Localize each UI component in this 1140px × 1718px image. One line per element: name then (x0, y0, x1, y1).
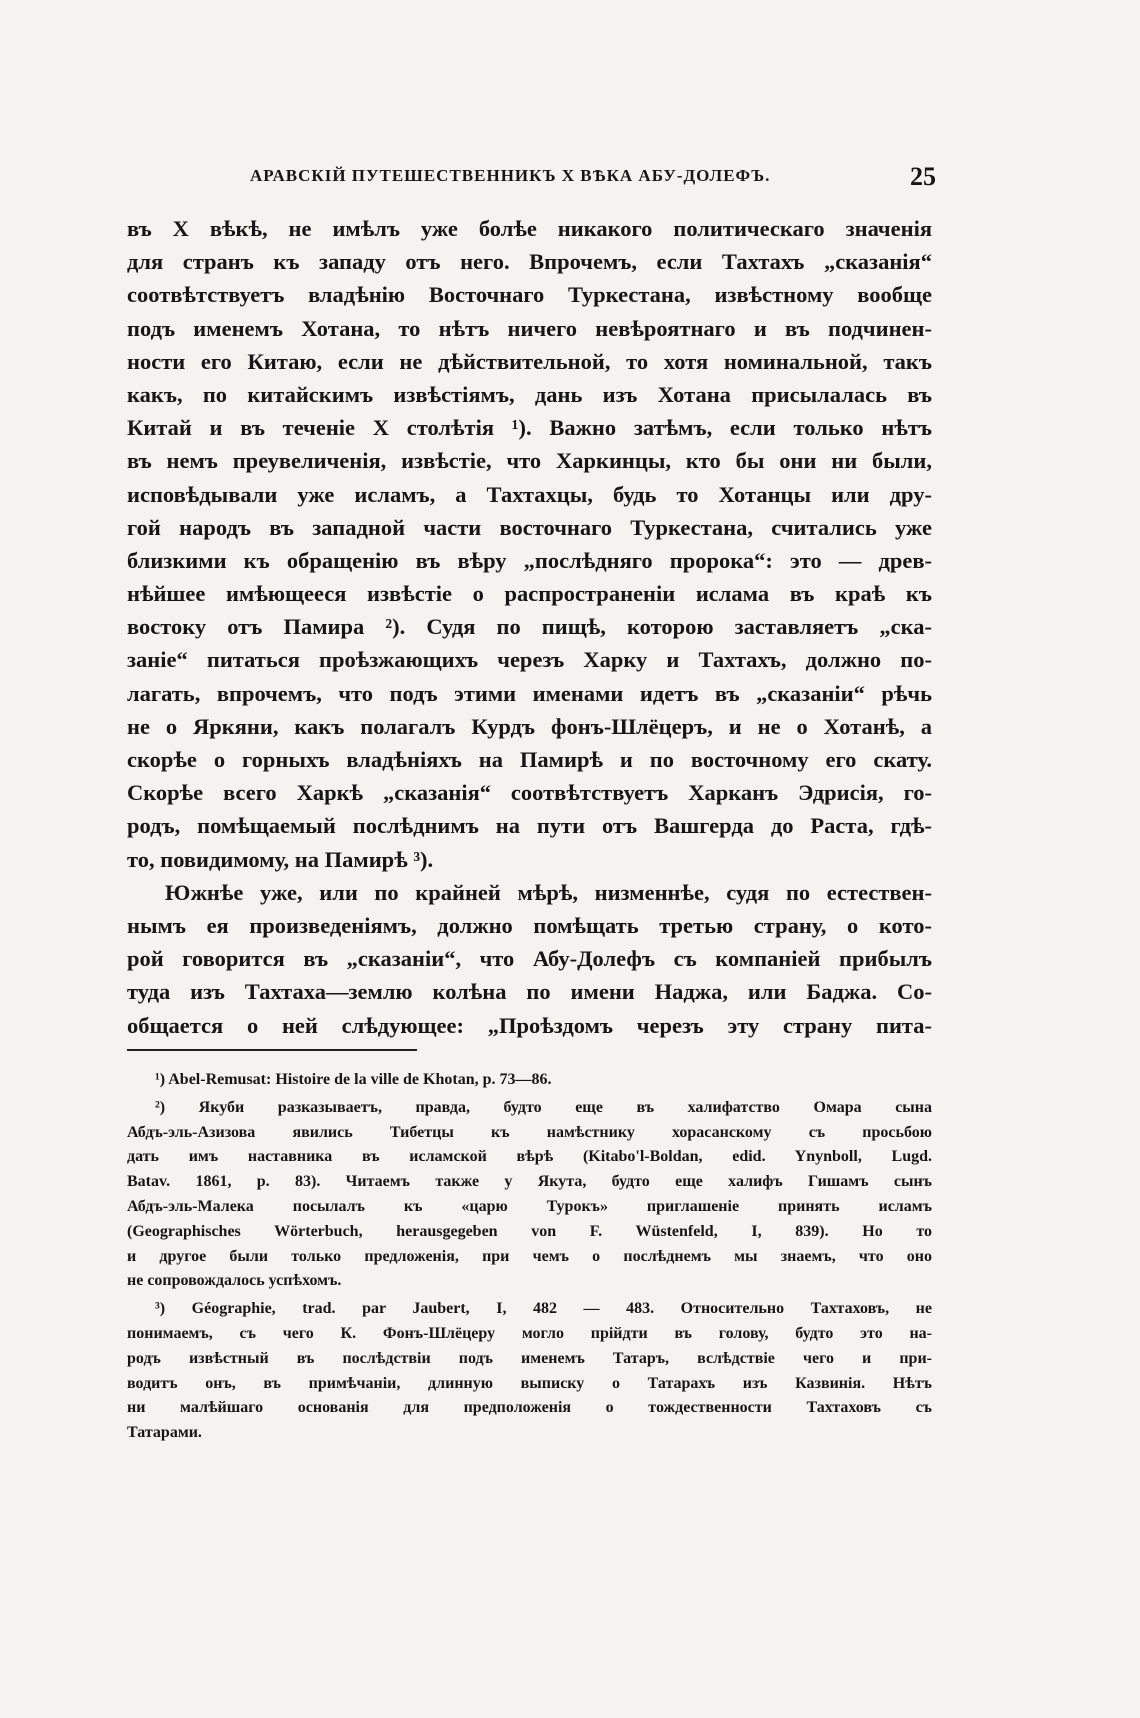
text-line: то, повидимому, на Памирѣ ³). (127, 846, 434, 872)
page-number: 25 (910, 162, 936, 191)
footnote-line: не сопровождалось успѣхомъ. (127, 1272, 342, 1290)
text-line: гой народъ въ западной части восточнаго Туркестана, считались уже (127, 514, 932, 540)
footnote-line: Абдъ-эль-Малека посылалъ къ «царю Турокъ» приглашеніе принять исламъ (127, 1197, 932, 1215)
text-line: общается о ней слѣдующее: „Проѣздомъ черезъ эту страну пита- (127, 1012, 932, 1038)
text-line: ности его Китаю, если не дѣйствительной, то хотя номинальной, такъ (127, 348, 932, 374)
footnote-line: ¹) Abel-Remusat: Histoire de la ville de Khotan, p. 73—86. (155, 1071, 552, 1088)
footnote-line: ³) Géographie, trad. par Jaubert, I, 482 — 483. Относительно Тахтаховъ, не (155, 1300, 932, 1318)
text-line: лагать, впрочемъ, что подъ этими именами идетъ въ „сказаніи“ рѣчь (127, 680, 932, 706)
main-text (127, 212, 932, 1042)
footnote-divider (127, 1049, 417, 1051)
footnote-line: (Geographisches Wörterbuch, herausgegeben von F. Wüstenfeld, I, 839). Но то (127, 1222, 932, 1240)
text-line: востоку отъ Памира ²). Судя по пищѣ, которою заставляетъ „ска- (127, 614, 932, 640)
paragraph-2 (127, 876, 932, 1042)
text-line: для странъ къ западу отъ него. Впрочемъ, если Тахтахъ „сказанія“ (127, 249, 932, 275)
text-line: Скорѣе всего Харкѣ „сказанія“ соотвѣтствуетъ Харканъ Эдрисія, го- (127, 780, 932, 806)
footnote-line: ни малѣйшаго основанія для предположенія о тождественности Тахтаховъ съ (127, 1399, 932, 1417)
footnote-2 (127, 1096, 932, 1294)
text-line: соотвѣтствуетъ владѣнію Восточнаго Туркестана, извѣстному вообще (127, 282, 932, 308)
text-line: въ немъ преувеличенія, извѣстіе, что Харкинцы, кто бы они ни были, (127, 448, 932, 474)
text-line: рой говорится въ „сказаніи“, что Абу-Долефъ съ компаніей прибылъ (127, 946, 932, 972)
footnote-3 (127, 1297, 932, 1446)
text-line: родъ, помѣщаемый послѣднимъ на пути отъ Вашгерда до Раста, гдѣ- (127, 813, 932, 839)
text-line: Южнѣе уже, или по крайней мѣрѣ, низменнѣе, судя по естествен- (165, 879, 932, 905)
running-title: АРАВСКІЙ ПУТЕШЕСТВЕННИКЪ X ВѢКА АБУ-ДОЛЕФЪ. (250, 166, 771, 185)
footnote-line: Татарами. (127, 1424, 202, 1442)
footnote-line: и другое были только предложенія, при чемъ о послѣднемъ мы знаемъ, что оно (127, 1247, 932, 1265)
text-line: Китай и въ теченіе X столѣтія ¹). Важно затѣмъ, если только нѣтъ (127, 415, 932, 441)
footnote-line: ²) Якуби разказываетъ, правда, будто еще въ халифатство Омара сына (155, 1098, 932, 1116)
text-line: заніе“ питаться проѣзжающихъ черезъ Харку и Тахтахъ, должно по- (127, 647, 932, 673)
text-line: близкими къ обращенію въ вѣру „послѣдняго пророка“: это — древ- (127, 547, 932, 573)
text-line: не о Яркяни, какъ полагалъ Курдъ фонъ-Шлёцеръ, и не о Хотанѣ, а (127, 713, 932, 739)
text-line: какъ, по китайскимъ извѣстіямъ, дань изъ Хотана присылалась въ (127, 381, 932, 407)
footnote-1 (127, 1068, 932, 1093)
footnote-line: дать имъ наставника въ исламской вѣрѣ (Kitabo'l-Boldan, edid. Ynynboll, Lugd. (127, 1148, 932, 1166)
text-line: подъ именемъ Хотана, то нѣтъ ничего невѣроятнаго и въ подчинен- (127, 315, 932, 341)
text-line: нѣйшее имѣющееся извѣстіе о распространеніи ислама въ краѣ къ (127, 581, 932, 607)
text-line: туда изъ Тахтаха—землю колѣна по имени Наджа, или Баджа. Со- (127, 979, 932, 1005)
footnotes (127, 1068, 932, 1446)
page-header (236, 162, 936, 196)
footnote-line: родъ извѣстный въ послѣдствіи подъ именемъ Татаръ, вслѣдствіе чего и при- (127, 1349, 932, 1367)
text-line: исповѣдывали уже исламъ, а Тахтахцы, будь то Хотанцы или дру- (127, 481, 932, 507)
text-line: нымъ ея произведеніямъ, должно помѣщать третью страну, о кото- (127, 912, 932, 938)
paragraph-1 (127, 212, 932, 876)
text-line: въ X вѣкѣ, не имѣлъ уже болѣе никакого политическаго значенія (127, 216, 932, 241)
footnote-line: водитъ онъ, въ примѣчаніи, длинную выписку о Татарахъ изъ Казвинія. Нѣтъ (127, 1374, 932, 1392)
footnote-line: понимаемъ, съ чего К. Фонъ-Шлёцеру могло прійдти въ голову, будто это на- (127, 1324, 932, 1342)
footnote-line: Batav. 1861, p. 83). Читаемъ также у Якута, будто еще халифъ Гишамъ сынъ (127, 1173, 932, 1191)
text-line: скорѣе о горныхъ владѣніяхъ на Памирѣ и по восточному его скату. (127, 747, 932, 772)
footnote-line: Абдъ-эль-Азизова явились Тибетцы къ намѣстнику хорасанскому съ просьбою (127, 1123, 932, 1141)
